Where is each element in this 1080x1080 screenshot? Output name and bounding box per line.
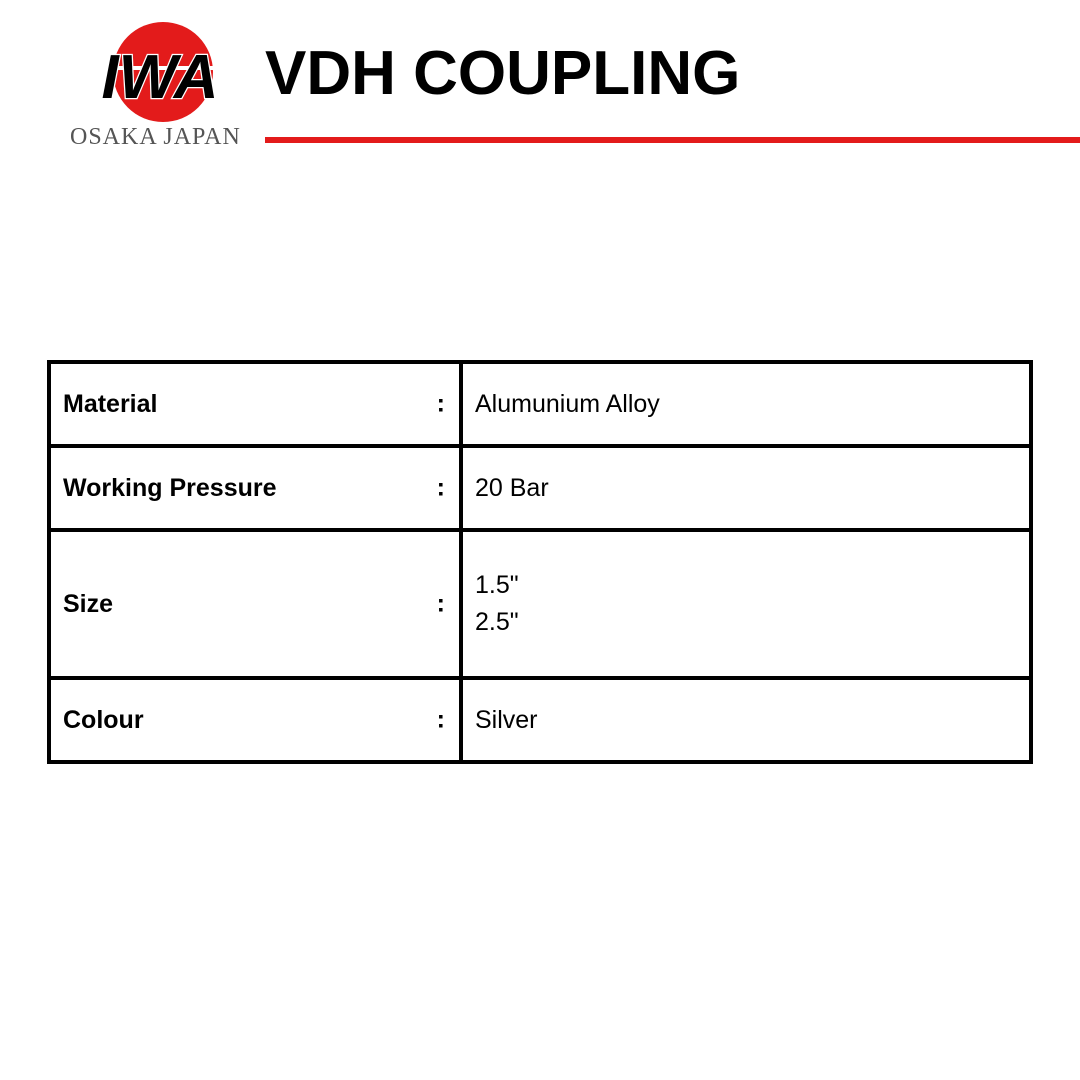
spec-label-cell [49, 678, 461, 762]
spec-label-cell [49, 530, 461, 678]
spec-value: 1.5" [475, 571, 519, 599]
spec-value: 2.5" [475, 608, 519, 636]
title-underline-rule [265, 137, 1080, 143]
spec-colon: : [436, 389, 445, 418]
iwa-logo-mark [60, 22, 260, 132]
table-row-colour [49, 678, 1031, 762]
spec-value-cell [461, 530, 1031, 678]
logo-wordmark: IWA [101, 43, 219, 112]
spec-table [47, 360, 1033, 764]
spec-value-cell [461, 446, 1031, 530]
spec-label-cell [49, 446, 461, 530]
spec-colon: : [436, 705, 445, 734]
spec-label: Material [63, 389, 158, 418]
spec-label-cell [49, 362, 461, 446]
spec-colon: : [436, 589, 445, 618]
spec-label: Size [63, 589, 114, 618]
table-row-size [49, 530, 1031, 678]
spec-colon: : [436, 473, 445, 502]
spec-label: Colour [63, 705, 144, 734]
spec-value: Silver [475, 705, 538, 734]
table-row-material [49, 362, 1031, 446]
brand-logo [60, 22, 260, 157]
spec-value-cell [461, 678, 1031, 762]
spec-value: Alumunium Alloy [475, 389, 660, 418]
page-title: VDH COUPLING [265, 39, 741, 108]
table-row-working-pressure [49, 446, 1031, 530]
spec-label: Working Pressure [63, 473, 277, 502]
spec-value: 20 Bar [475, 473, 549, 502]
logo-subtitle: OSAKA JAPAN [70, 124, 241, 150]
spec-value-cell [461, 362, 1031, 446]
